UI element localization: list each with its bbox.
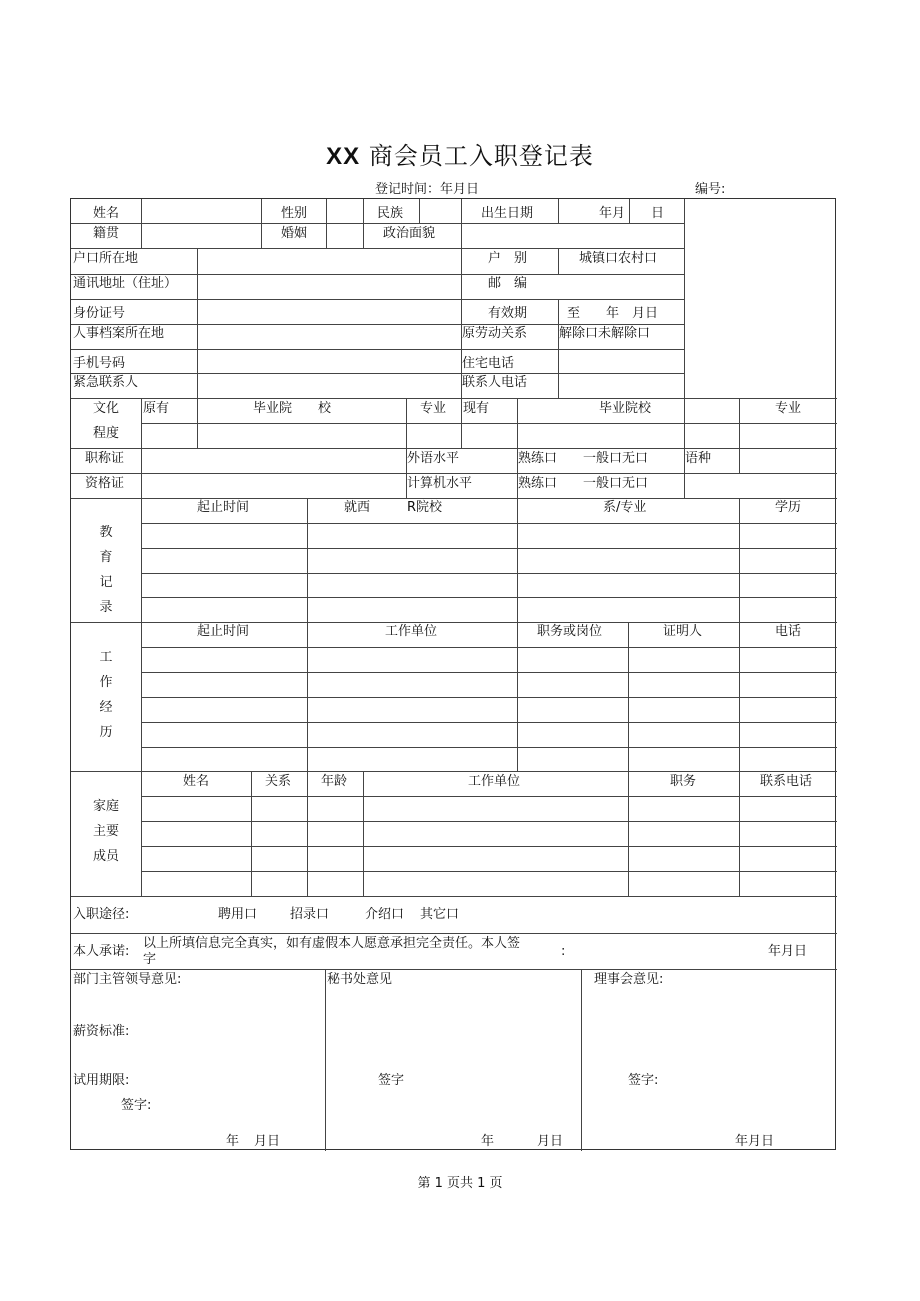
secretary-date-md: 月日 (537, 1134, 564, 1149)
edu-header-period: 起止时间 (197, 500, 250, 515)
label-archive: 人事档案所在地 (73, 326, 165, 341)
edu-header-major: 系/专业 (603, 500, 647, 515)
label-labor-relation: 原劳动关系 (462, 326, 528, 341)
secretary-sign: 签字 (378, 1073, 405, 1088)
label-qual-cert: 资格证 (85, 476, 125, 491)
label-school: 毕业院 校 (253, 401, 332, 416)
label-mobile: 手机号码 (73, 356, 126, 371)
channel-option-referral: 介绍口 (365, 907, 405, 922)
computer-options: 熟练口 一般口无口 (518, 476, 649, 491)
education-side-label: 教 育 记 录 (99, 525, 113, 615)
label-emergency: 紧急联系人 (73, 375, 139, 390)
label-school-2: 毕业院校 (599, 401, 652, 416)
pledge-text: 以上所填信息完全真实，如有虚假本人愿意承担完全责任。本人签 (143, 936, 521, 951)
label-title-cert: 职称证 (85, 451, 125, 466)
foreign-lang-options: 熟练口 一般口无口 (518, 451, 649, 466)
label-major: 专业 (420, 401, 447, 416)
family-header-name: 姓名 (183, 774, 210, 789)
channel-option-other: 其它口 (420, 907, 460, 922)
work-header-period: 起止时间 (197, 624, 250, 639)
family-header-age: 年龄 (321, 774, 348, 789)
label-edu-level-1: 文化 (93, 401, 120, 416)
label-dept-opinion: 部门主管领导意见: (73, 972, 182, 987)
label-probation: 试用期限: (73, 1073, 130, 1088)
label-native: 籍贯 (93, 226, 120, 241)
dept-sign: 签字: (121, 1098, 152, 1113)
label-address: 通讯地址（住址） (73, 276, 178, 291)
page-title: XX 商会员工入职登记表 (326, 142, 594, 170)
label-edu-level-2: 程度 (93, 426, 120, 441)
label-hukou-type: 户 别 (488, 251, 528, 266)
label-hukou: 户口所在地 (73, 251, 139, 266)
validity-value: 至 年 月日 (567, 306, 659, 321)
birth-date-value: 年月 日 (599, 206, 665, 221)
family-header-relation: 关系 (265, 774, 292, 789)
labor-relation-options: 解除口未解除口 (559, 326, 651, 341)
label-salary: 薪资标准: (73, 1024, 130, 1039)
serial-number: 编号: (695, 182, 726, 197)
label-validity: 有效期 (488, 306, 528, 321)
label-major-2: 专业 (775, 401, 802, 416)
work-header-company: 工作单位 (385, 624, 438, 639)
label-birth: 出生日期 (481, 206, 534, 221)
channel-option-hire: 聘用口 (218, 907, 258, 922)
label-postcode: 邮 编 (488, 276, 528, 291)
label-current: 现有 (463, 401, 490, 416)
edu-header-degree: 学历 (775, 500, 802, 515)
registration-time: 登记时间：年月日 (375, 182, 480, 197)
family-header-company: 工作单位 (468, 774, 521, 789)
label-council-opinion: 理事会意见: (594, 972, 664, 987)
label-foreign-lang: 外语水平 (407, 451, 460, 466)
label-marriage: 婚姻 (281, 226, 308, 241)
family-header-phone: 联系电话 (760, 774, 813, 789)
family-side-label: 家庭 主要 成员 (92, 799, 119, 864)
hukou-type-options: 城镇口农村口 (579, 251, 658, 266)
label-politics: 政治面貌 (383, 226, 436, 241)
dept-date-md: 月日 (254, 1134, 281, 1149)
label-idcard: 身份证号 (73, 306, 126, 321)
label-emergency-phone: 联系人电话 (462, 375, 528, 390)
label-secretary-opinion: 秘书处意见 (327, 972, 393, 987)
pledge-text-2: 字 (143, 952, 157, 967)
label-original: 原有 (143, 401, 170, 416)
label-ethnic: 民族 (377, 206, 404, 221)
label-gender: 性别 (281, 206, 308, 221)
channel-option-recruit: 招录口 (290, 907, 330, 922)
council-sign: 签字: (628, 1073, 659, 1088)
label-home-phone: 住宅电话 (462, 356, 515, 371)
edu-header-school-a: 就西 (344, 500, 371, 515)
work-header-phone: 电话 (775, 624, 802, 639)
work-header-witness: 证明人 (663, 624, 703, 639)
label-pledge: 本人承诺: (73, 944, 130, 959)
label-name: 姓名 (93, 206, 120, 221)
dept-date-year: 年 (226, 1134, 240, 1149)
label-computer: 计算机水平 (407, 476, 473, 491)
work-side-label: 工 作 经 历 (99, 650, 113, 740)
page-footer: 第 1 页共 1 页 (417, 1176, 503, 1191)
label-entry-channel: 入职途径: (73, 907, 130, 922)
form-table (70, 198, 836, 1150)
pledge-date: 年月日 (768, 944, 808, 959)
pledge-colon: : (561, 944, 566, 959)
council-date: 年月日 (735, 1134, 775, 1149)
family-header-position: 职务 (670, 774, 697, 789)
edu-header-school-b: R院校 (407, 500, 443, 515)
label-language: 语种 (685, 451, 712, 466)
secretary-date-year: 年 (481, 1134, 495, 1149)
work-header-position: 职务或岗位 (537, 624, 603, 639)
